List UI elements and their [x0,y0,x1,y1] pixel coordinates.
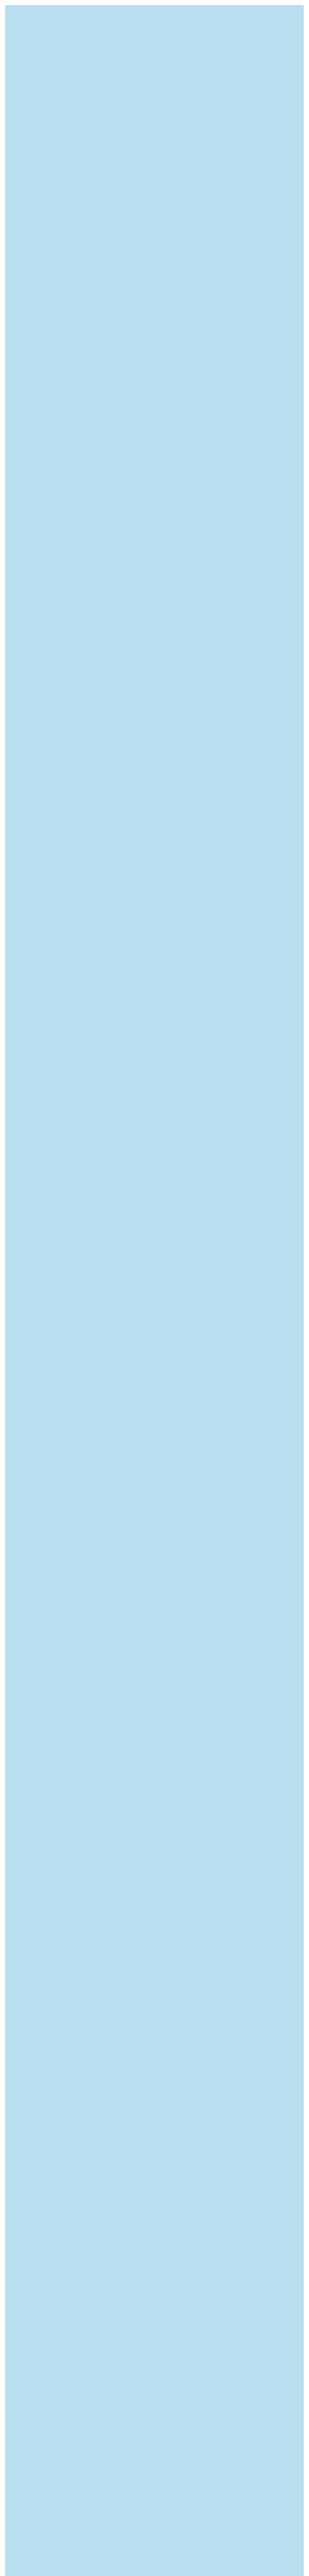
notice-panel [5,5,304,2576]
notice-content [12,12,297,2576]
